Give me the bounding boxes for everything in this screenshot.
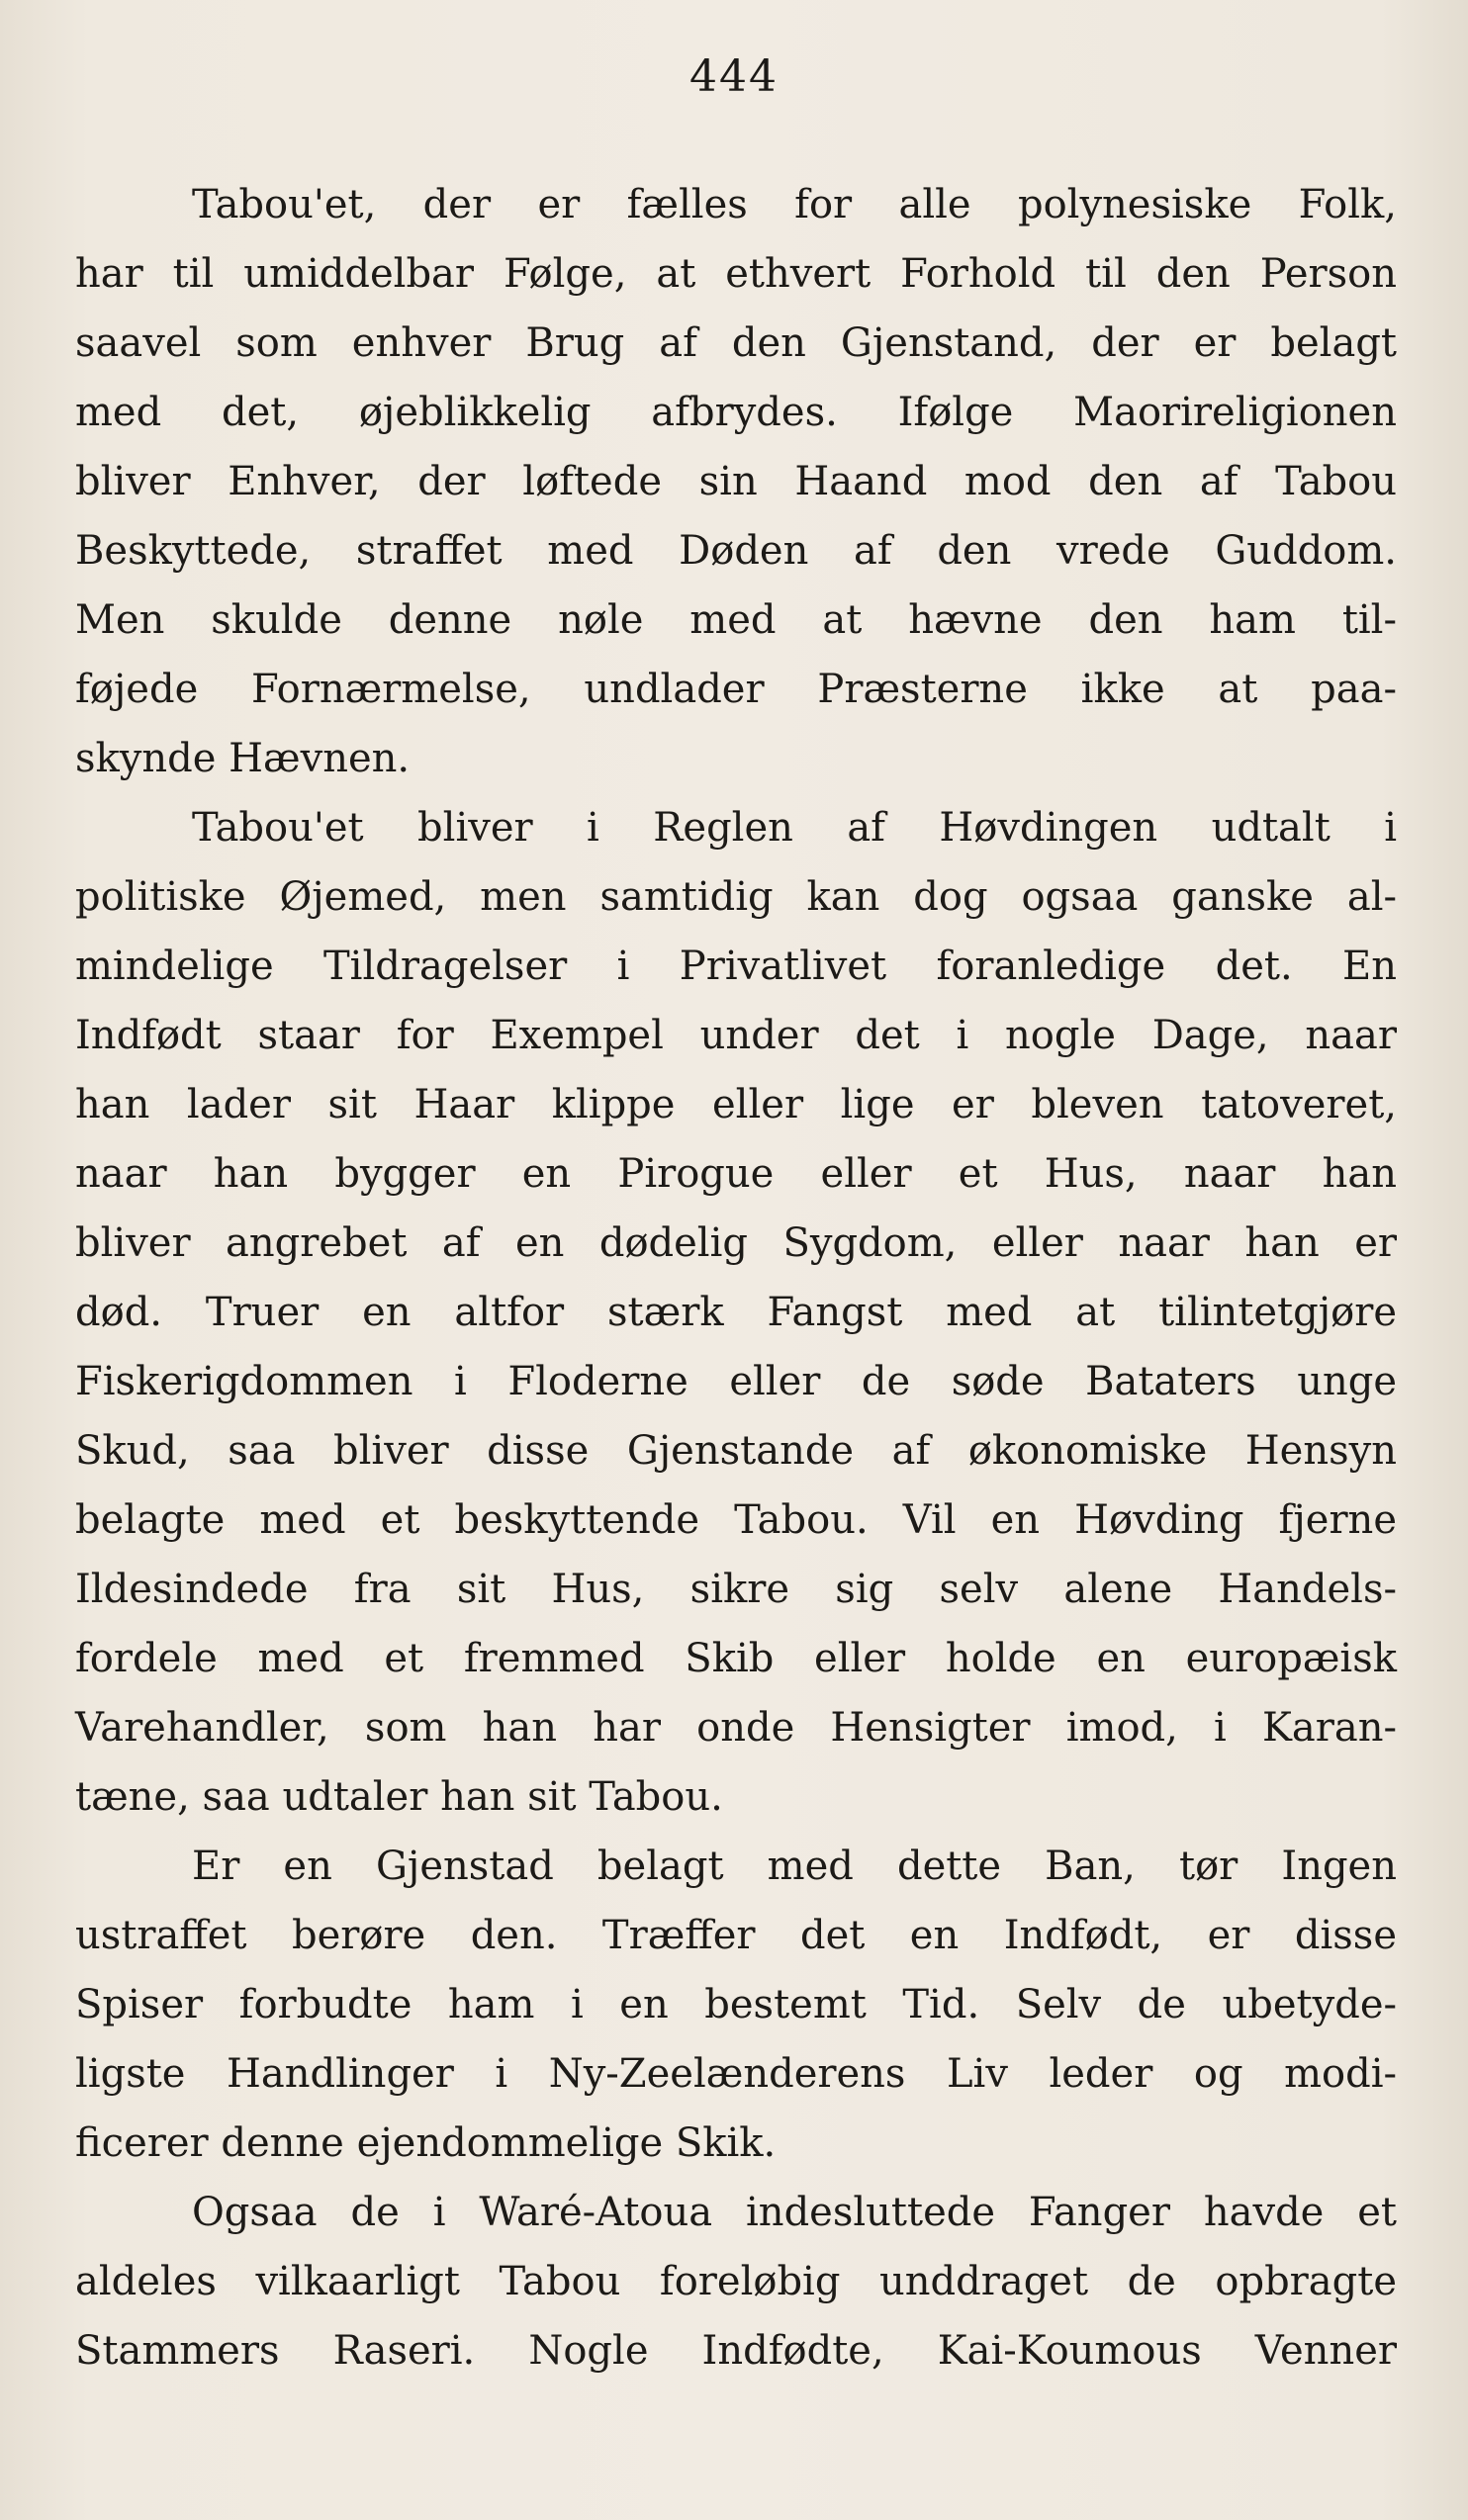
text-line: Varehandler, som han har onde Hensigter imod, i Karan- (75, 1705, 1397, 1751)
text-line: Er en Gjenstad belagt med dette Ban, tør Ingen (192, 1844, 1397, 1889)
text-line: naar han bygger en Pirogue eller et Hus, naar han (75, 1151, 1397, 1197)
text-line: Fiskerigdommen i Floderne eller de søde Bataters unge (75, 1359, 1397, 1404)
text-line: Spiser forbudte ham i en bestemt Tid. Selv de ubetyde- (75, 1982, 1397, 2027)
text-line: Skud, saa bliver disse Gjenstande af økonomiske Hensyn (75, 1428, 1397, 1474)
text-line: ficerer denne ejendommelige Skik. (75, 2120, 777, 2166)
text-line: Tabou'et, der er fælles for alle polynesiske Folk, (192, 182, 1397, 227)
paragraph (75, 1832, 1397, 2178)
text-line: han lader sit Haar klippe eller lige er bleven tatoveret, (75, 1082, 1397, 1127)
text-line: Tabou'et bliver i Reglen af Høvdingen udtalt i (192, 805, 1397, 851)
text-line: aldeles vilkaarligt Tabou foreløbig unddraget de opbragte (75, 2259, 1397, 2304)
text-line: med det, øjeblikkelig afbrydes. Ifølge Maorireligionen (75, 390, 1397, 435)
text-line: saavel som enhver Brug af den Gjenstand, der er belagt (75, 320, 1397, 366)
text-line: tæne, saa udtaler han sit Tabou. (75, 1774, 723, 1820)
paragraph (75, 170, 1397, 793)
text-line: Stammers Raseri. Nogle Indfødte, Kai-Koumous Venner (75, 2328, 1397, 2374)
page-number: 444 (689, 51, 779, 102)
paragraph (75, 2178, 1397, 2385)
text-line: Beskyttede, straffet med Døden af den vrede Guddom. (75, 528, 1397, 574)
text-line: Men skulde denne nøle med at hævne den ham til- (75, 597, 1397, 643)
text-line: har til umiddelbar Følge, at ethvert Forhold til den Person (75, 251, 1397, 297)
text-line: skynde Hævnen. (75, 736, 411, 781)
text-line: belagte med et beskyttende Tabou. Vil en Høvding fjerne (75, 1497, 1397, 1543)
text-line: fordele med et fremmed Skib eller holde en europæisk (75, 1636, 1397, 1681)
body-text (75, 170, 1397, 2385)
text-line: mindelige Tildragelser i Privatlivet foranledige det. En (75, 944, 1397, 989)
text-line: politiske Øjemed, men samtidig kan dog ogsaa ganske al- (75, 874, 1397, 920)
text-line: ligste Handlinger i Ny-Zeelænderens Liv leder og modi- (75, 2051, 1397, 2097)
text-line: Indfødt staar for Exempel under det i nogle Dage, naar (75, 1013, 1397, 1058)
text-line: føjede Fornærmelse, undlader Præsterne ikke at paa- (75, 667, 1397, 712)
paragraph (75, 793, 1397, 1832)
text-line: død. Truer en altfor stærk Fangst med at tilintetgjøre (75, 1290, 1397, 1335)
text-line: Ildesindede fra sit Hus, sikre sig selv alene Handels- (75, 1567, 1397, 1612)
text-line: bliver Enhver, der løftede sin Haand mod den af Tabou (75, 459, 1397, 504)
text-line: bliver angrebet af en dødelig Sygdom, eller naar han er (75, 1220, 1397, 1266)
text-line: Ogsaa de i Waré-Atoua indesluttede Fanger havde et (192, 2190, 1397, 2235)
text-line: ustraffet berøre den. Træffer det en Indfødt, er disse (75, 1913, 1397, 1958)
